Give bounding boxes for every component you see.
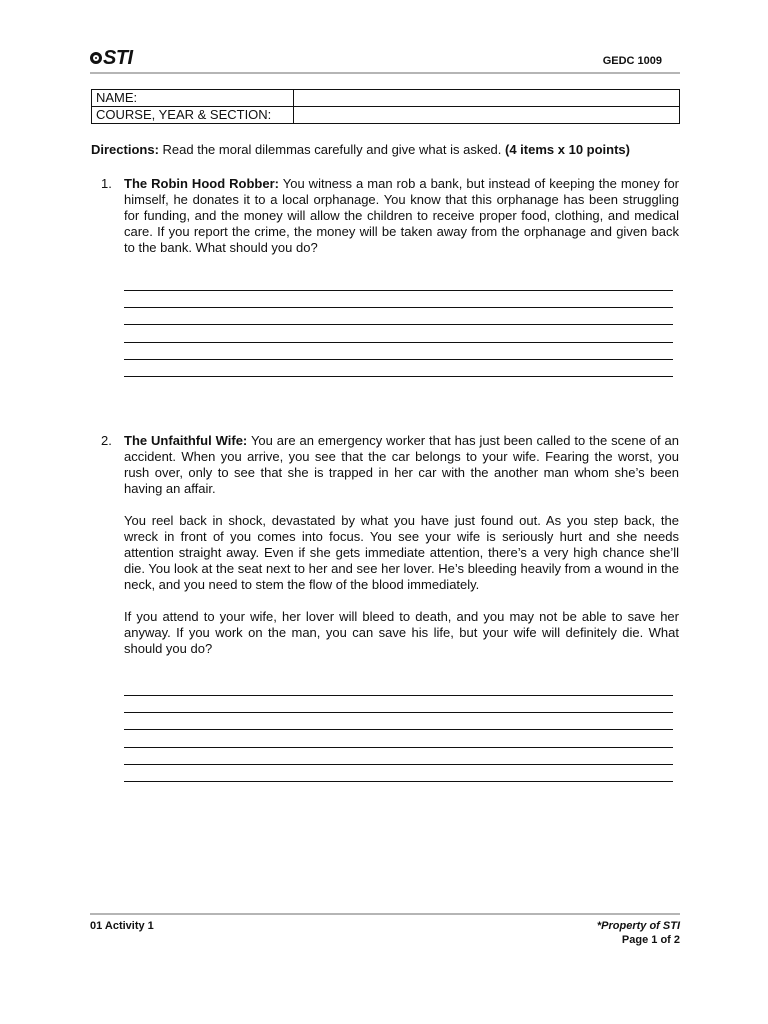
course-year-section-field[interactable] xyxy=(294,107,680,124)
item-text: You are an emergency worker that has just been called to the scene of an accident. When you arrive, you see that the car belongs to your wife. Fearing the worst, you rush over, only to see that she is trapped in her car with the another man whom she’s been having an affair. xyxy=(124,433,679,496)
activity-label: 01 Activity 1 xyxy=(90,920,154,932)
answer-line[interactable] xyxy=(124,307,673,308)
item-title: The Unfaithful Wife: xyxy=(124,433,248,448)
answer-line[interactable] xyxy=(124,781,673,782)
course-code: GEDC 1009 xyxy=(602,55,662,67)
answer-line[interactable] xyxy=(124,764,673,765)
course-row xyxy=(92,107,680,124)
item-paragraph: If you attend to your wife, her lover will bleed to death, and you may not be able to save her anyway. If you work on the man, you can save his life, but your wife will definitely die. What should you do? xyxy=(124,609,679,656)
answer-line[interactable] xyxy=(124,324,673,325)
item-paragraph xyxy=(124,176,679,256)
name-label: NAME: xyxy=(92,90,294,107)
answer-line[interactable] xyxy=(124,376,673,377)
page-number: Page 1 of 2 xyxy=(621,934,680,946)
item-text: You witness a man rob a bank, but instead of keeping the money for himself, he donates it to a local orphanage. You know that this orphanage has been struggling for funding, and the money will allow the children to receive proper food, clothing, and medical care. If you report the crime, the money will be taken away from the orphanage and given back to the bank. What should you do? xyxy=(124,176,680,255)
item-body xyxy=(124,176,679,256)
globe-icon xyxy=(90,52,102,64)
property-notice: *Property of STI xyxy=(596,920,680,932)
answer-line[interactable] xyxy=(124,290,673,291)
course-year-section-label: COURSE, YEAR & SECTION: xyxy=(92,107,294,124)
answer-line[interactable] xyxy=(124,359,673,360)
answer-line[interactable] xyxy=(124,729,673,730)
answer-line[interactable] xyxy=(124,695,673,696)
name-field[interactable] xyxy=(294,90,680,107)
answer-line[interactable] xyxy=(124,747,673,748)
directions-points: (4 items x 10 points) xyxy=(505,142,630,157)
footer-divider xyxy=(90,913,680,915)
item-number: 2. xyxy=(101,433,112,448)
item-body xyxy=(124,433,679,657)
answer-line[interactable] xyxy=(124,342,673,343)
answer-line[interactable] xyxy=(124,712,673,713)
directions xyxy=(91,142,681,158)
header-divider xyxy=(90,72,680,74)
logo-text: STI xyxy=(103,47,133,69)
item-title: The Robin Hood Robber: xyxy=(124,176,279,191)
student-info-table xyxy=(91,89,680,124)
directions-label: Directions: xyxy=(91,142,159,157)
directions-text: Read the moral dilemmas carefully and give what is asked. xyxy=(158,142,506,157)
item-number: 1. xyxy=(101,176,112,191)
footer-right xyxy=(597,919,680,947)
name-row xyxy=(92,90,680,107)
sti-logo xyxy=(90,48,133,68)
item-paragraph: You reel back in shock, devastated by what you have just found out. As you step back, the wreck in front of you comes into focus. You see your wife is seriously hurt and she needs attention straight away. Even if she gets immediate attention, there’s a very high chance she’ll die. You look at the seat next to her and see her lover. He’s bleeding heavily from a wound in the neck, and you need to stem the flow of the blood immediately. xyxy=(124,513,679,592)
page-header xyxy=(90,44,680,72)
item-paragraph xyxy=(124,433,679,497)
